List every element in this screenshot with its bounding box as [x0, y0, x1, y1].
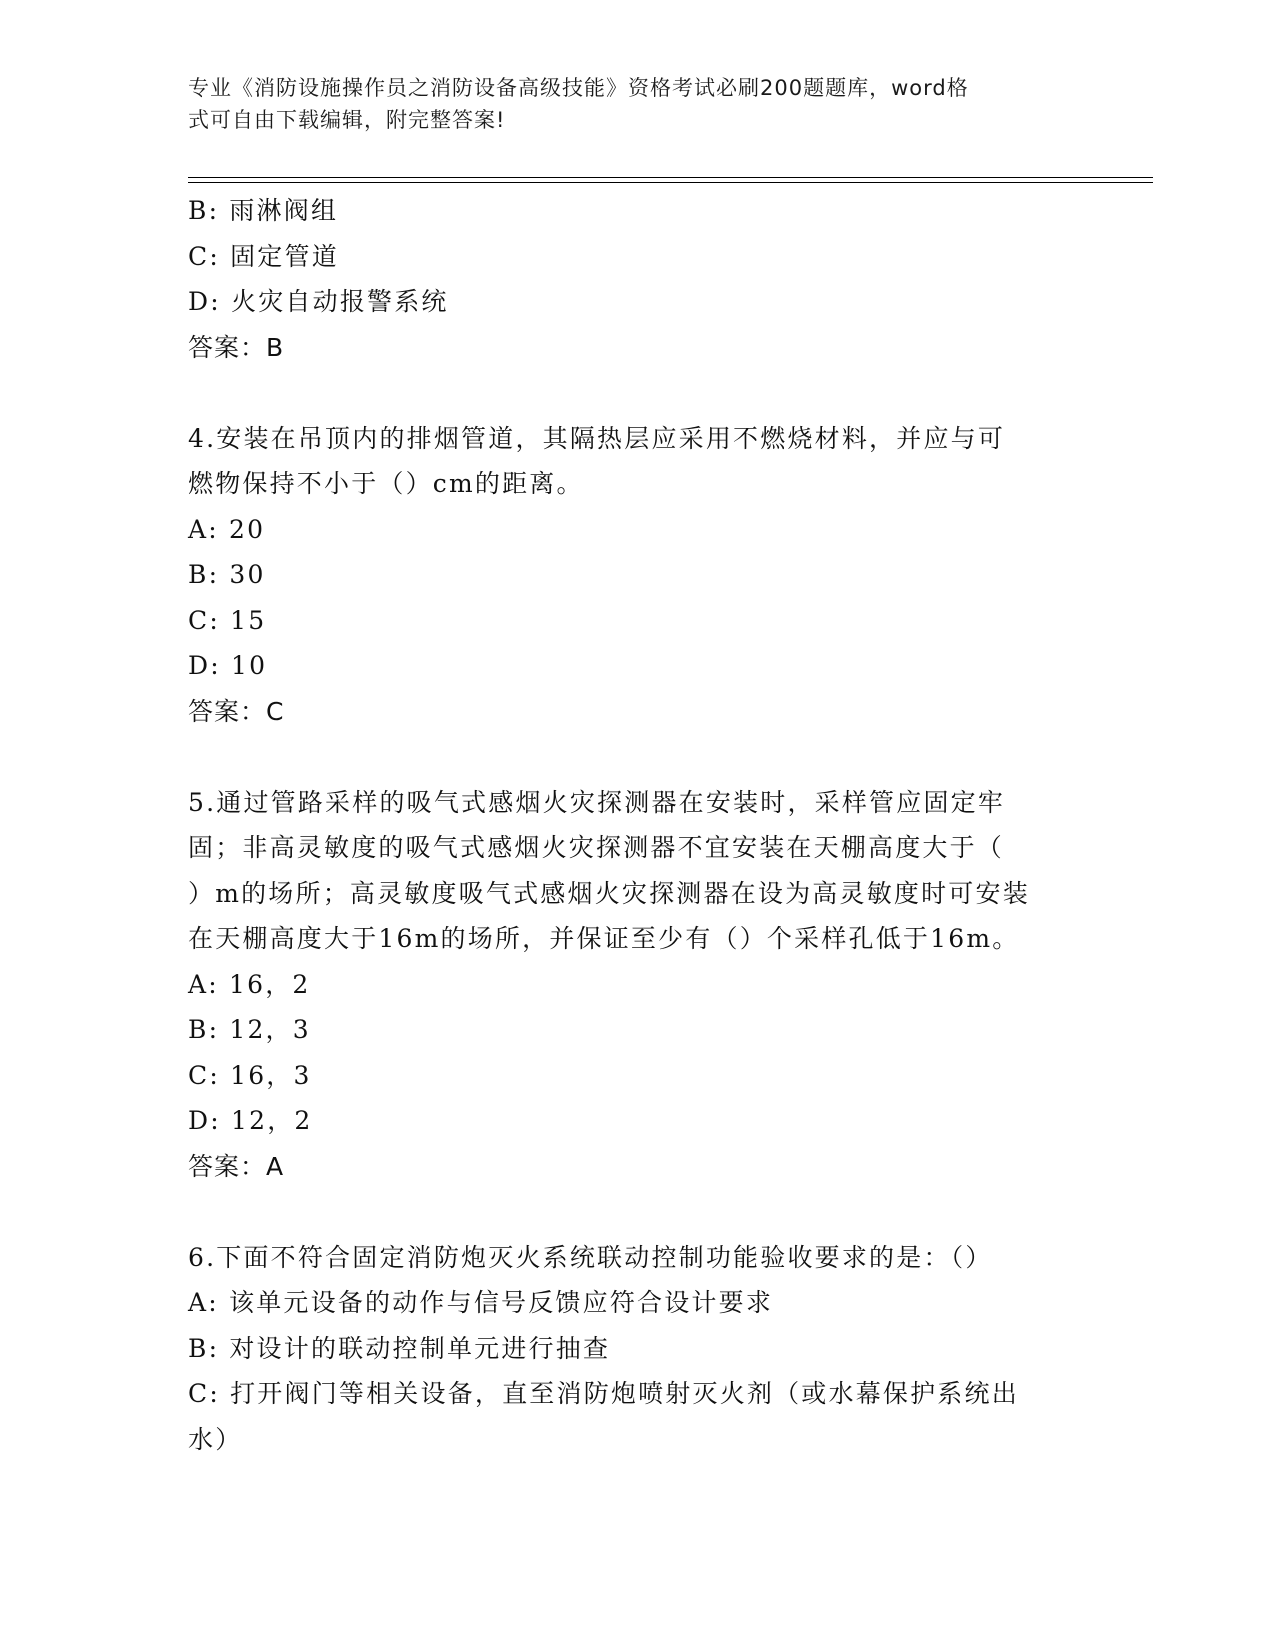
question-4: [188, 416, 1088, 735]
question-stem-line: ）m的场所；高灵敏度吸气式感烟火灾探测器在设为高灵敏度时可安装: [188, 878, 1030, 908]
answer: 答案：B: [188, 332, 285, 362]
answer: 答案：A: [188, 1151, 285, 1181]
option-d: D: 火灾自动报警系统: [188, 287, 449, 316]
question-stem-line: 燃物保持不小于（）cm的距离。: [188, 469, 584, 498]
option-c: C: 15: [188, 605, 267, 635]
option-b: B: 雨淋阀组: [188, 196, 339, 225]
question-3-tail: [188, 188, 1088, 370]
option-b: B: 对设计的联动控制单元进行抽查: [188, 1333, 611, 1363]
header-line-2: 式可自由下载编辑，附完整答案!: [188, 108, 506, 132]
spacer: [188, 734, 1088, 780]
option-b: B: 12，3: [188, 1015, 311, 1044]
document-body: [188, 188, 1088, 1462]
option-c: C: 16，3: [188, 1060, 312, 1090]
question-stem-line: 在天棚高度大于16m的场所，并保证至少有（）个采样孔低于16m。: [188, 924, 1020, 953]
header-line-1: 专业《消防设施操作员之消防设备高级技能》资格考试必刷200题题库，word格: [188, 76, 969, 100]
question-stem-line: 5.通过管路采样的吸气式感烟火灾探测器在安装时，采样管应固定牢: [188, 787, 1006, 817]
header-divider-bottom: [188, 182, 1153, 183]
question-5: [188, 780, 1088, 1190]
option-c-continued: 水）: [188, 1424, 243, 1454]
option-b: B: 30: [188, 560, 266, 589]
option-d: D: 12，2: [188, 1106, 313, 1135]
question-stem-line: 固；非高灵敏度的吸气式感烟火灾探测器不宜安装在天棚高度大于（: [188, 833, 1005, 862]
question-stem-line: 4.安装在吊顶内的排烟管道，其隔热层应采用不燃烧材料，并应与可: [188, 423, 1006, 453]
page-header: [188, 72, 1068, 136]
option-a: A: 该单元设备的动作与信号反馈应符合设计要求: [188, 1288, 774, 1317]
option-a: A: 16，2: [188, 969, 311, 999]
option-d: D: 10: [188, 651, 268, 680]
spacer: [188, 370, 1088, 416]
option-c: C: 固定管道: [188, 241, 339, 271]
question-6: [188, 1235, 1088, 1463]
spacer: [188, 1189, 1088, 1235]
option-c: C: 打开阀门等相关设备，直至消防炮喷射灭火剂（或水幕保护系统出: [188, 1379, 1019, 1408]
header-divider-top: [188, 177, 1153, 178]
option-a: A: 20: [188, 514, 266, 544]
answer: 答案：C: [188, 696, 285, 726]
question-stem-line: 6.下面不符合固定消防炮灭火系统联动控制功能验收要求的是：（）: [188, 1242, 993, 1272]
